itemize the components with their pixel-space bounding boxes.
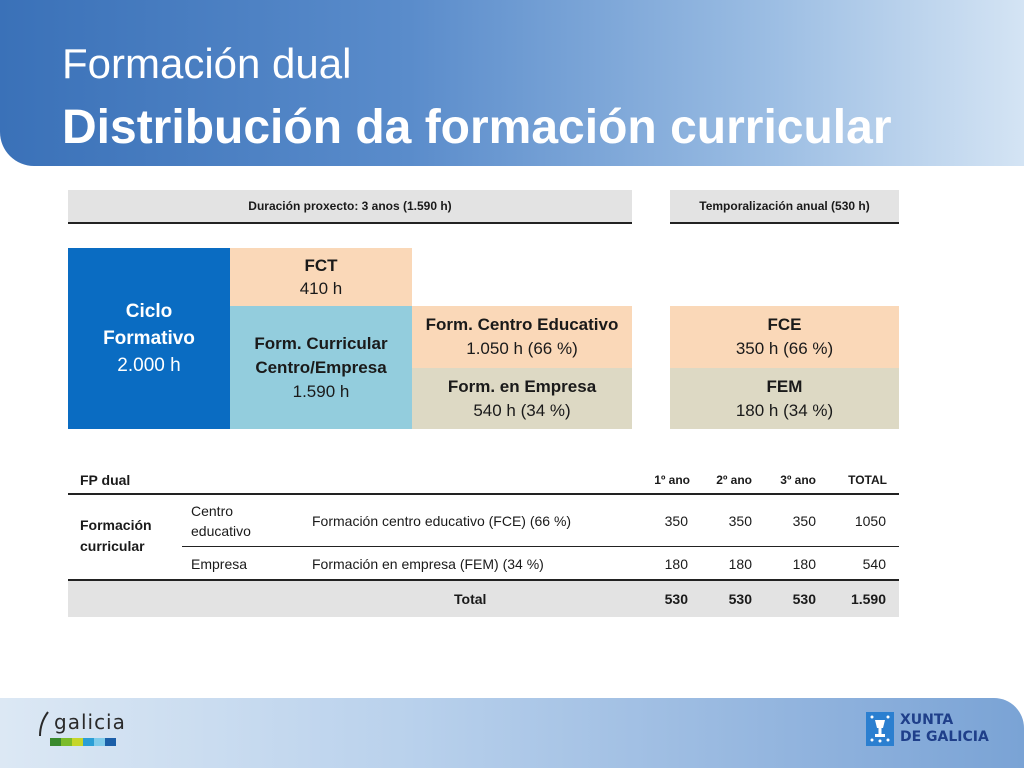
fct-block: [230, 248, 412, 306]
row1-year-2: 350: [728, 513, 752, 529]
centro-educativo-block: [412, 306, 632, 368]
slide-title: Formación dual: [62, 40, 352, 87]
row1-place-1: Centro: [191, 503, 234, 519]
row1-year-3: 350: [792, 513, 816, 529]
total-year-1: 530: [664, 591, 688, 607]
xunta-emblem-icon: [866, 712, 894, 746]
group-label-1: Formación: [80, 517, 152, 533]
project-duration-label: Duración proxecto: 3 anos (1.590 h): [248, 199, 452, 213]
row2-desc: Formación en empresa (FEM) (34 %): [312, 556, 544, 572]
table-title: FP dual: [80, 472, 131, 488]
header-year-3: 3º ano: [780, 473, 816, 487]
project-duration-bar: [68, 190, 632, 224]
curricular-hours: 1.590 h: [292, 381, 350, 401]
row2-year-2: 180: [728, 556, 752, 572]
fce-block: [670, 306, 899, 368]
table-divider-middle: [182, 546, 899, 547]
group-label-2: curricular: [80, 538, 145, 554]
total-year-2: 530: [728, 591, 752, 607]
header-band: [0, 0, 1024, 166]
curricular-label-2: Centro/Empresa: [255, 357, 387, 377]
centro-hours: 1.050 h (66 %): [466, 339, 578, 358]
fem-hours: 180 h (34 %): [735, 400, 834, 420]
galicia-logo: [38, 708, 126, 750]
ciclo-label-2: Formativo: [103, 328, 195, 349]
xunta-line-2: DE GALICIA: [900, 729, 989, 745]
total-year-3: 530: [792, 591, 816, 607]
annual-schedule-label: Temporalización anual (530 h): [699, 199, 870, 213]
curricular-block: [230, 306, 412, 429]
xunta-wordmark: [900, 712, 989, 746]
fem-label: FEM: [766, 376, 803, 396]
row2-year-3: 180: [792, 556, 816, 572]
xunta-chalice-icon: [866, 712, 894, 746]
fce-hours: 350 h (66 %): [735, 339, 834, 358]
row1-year-1: 350: [664, 513, 688, 529]
xunta-line-1: XUNTA: [900, 712, 954, 728]
header-year-1: 1º ano: [654, 473, 690, 487]
fct-label: FCT: [304, 256, 338, 275]
slide-subtitle: Distribución da formación curricular: [62, 101, 892, 154]
table-divider-bottom: [68, 579, 899, 581]
row2-year-1: 180: [664, 556, 688, 572]
header-year-2: 2º ano: [716, 473, 752, 487]
row1-total: 1050: [854, 513, 886, 529]
empresa-block: [412, 368, 632, 429]
row2-total: 540: [862, 556, 886, 572]
fct-hours: 410 h: [299, 279, 343, 298]
galicia-wordmark: galicia: [54, 710, 126, 734]
header-total: TOTAL: [848, 473, 887, 487]
xunta-logo: [864, 710, 994, 750]
group-label: [80, 515, 152, 555]
centro-label: Form. Centro Educativo: [425, 315, 619, 334]
galicia-color-stripes: [50, 738, 116, 746]
total-label: Total: [454, 591, 487, 607]
row2-place: Empresa: [191, 556, 248, 572]
annual-schedule-bar: [670, 190, 899, 224]
row1-desc: Formación centro educativo (FCE) (66 %): [312, 513, 572, 529]
fp-dual-table: [68, 465, 899, 617]
ciclo-hours: 2.000 h: [117, 355, 181, 376]
fce-label: FCE: [767, 315, 802, 334]
table-divider-top: [182, 493, 899, 495]
table-divider-top-left: [68, 493, 182, 495]
empresa-hours: 540 h (34 %): [473, 400, 571, 420]
curricular-label-1: Form. Curricular: [254, 333, 388, 353]
ciclo-label-1: Ciclo: [125, 301, 173, 322]
ciclo-formativo-block: [68, 248, 230, 429]
galicia-swoosh-icon: [38, 710, 52, 738]
row1-place: [191, 499, 251, 543]
fem-block: [670, 368, 899, 429]
row1-place-2: educativo: [191, 523, 251, 539]
empresa-label: Form. en Empresa: [447, 376, 597, 396]
total-overall: 1.590: [850, 591, 886, 607]
